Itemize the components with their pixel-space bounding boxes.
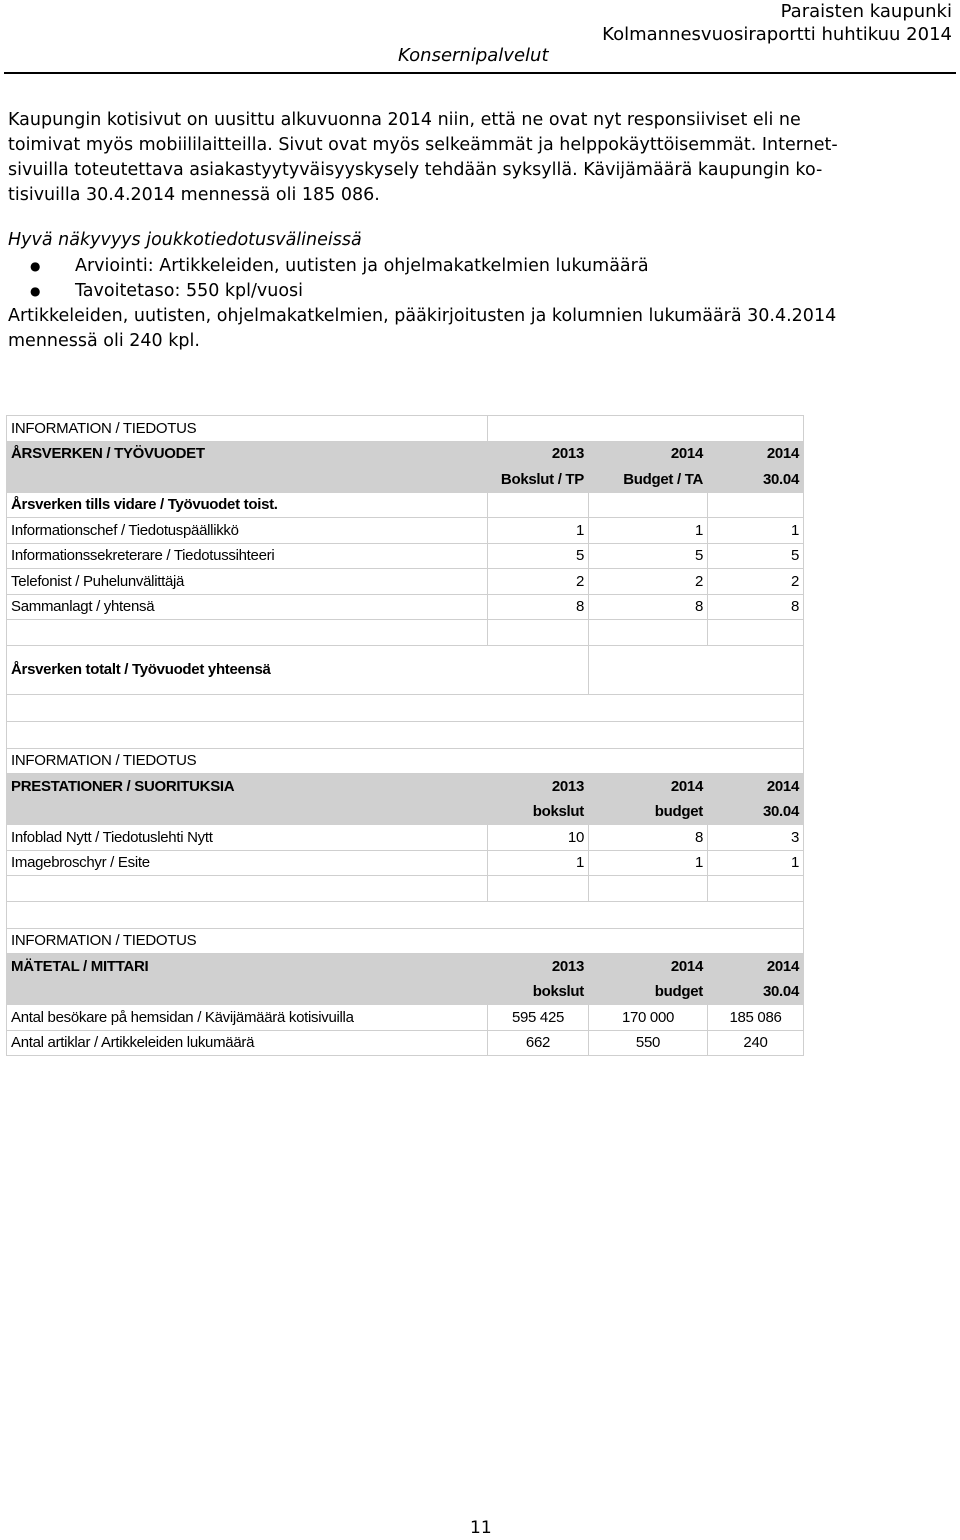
row-label: Antal besökare på hemsidan / Kävijämäärä kotisivuilla [7,1005,488,1031]
bullet-icon: ● [30,284,41,298]
cell-value: 1 [589,850,708,876]
goal-bullet-text: Arviointi: Artikkeleiden, uutisten ja ohjelmakatkelmien lukumäärä [75,256,649,276]
bullet-icon: ● [30,259,41,273]
total-label: Årsverken totalt / Työvuodet yhteensä [7,645,589,694]
cell-value: 1 [708,518,804,544]
table-row [7,721,804,748]
cell-value: 1 [488,850,589,876]
table-header-row [7,979,804,1005]
table-row [7,850,804,876]
table-row [7,901,804,928]
goal-bullet [8,254,953,279]
section-label: INFORMATION / TIEDOTUS [7,928,804,954]
table-row [7,1005,804,1031]
cell-value: 8 [589,825,708,851]
row-label: Telefonist / Puhelunvälittäjä [7,569,488,595]
page-number: 11 [470,1518,492,1538]
column-subheader: budget [589,979,708,1005]
intro-line: Kaupungin kotisivut on uusittu alkuvuonna 2014 niin, että ne ovat nyt responsiiviset eli ne [8,110,801,130]
cell-value: 662 [488,1030,589,1056]
table-row [7,825,804,851]
column-year: 2014 [589,774,708,800]
goal-result-line: Artikkeleiden, uutisten, ohjelmakatkelmien, pääkirjoitusten ja kolumnien lukumäärä 30.4.2014 [8,306,837,326]
column-year: 2014 [708,441,804,467]
table-row [7,748,804,774]
column-year: 2013 [488,441,589,467]
row-label: Sammanlagt / yhtensä [7,594,488,620]
unit-name: Konsernipalvelut [398,45,549,66]
column-subheader: Budget / TA [589,467,708,493]
cell-value: 5 [488,543,589,569]
table-row [7,645,804,694]
intro-line: tisivuilla 30.4.2014 mennessä oli 185 086. [8,185,380,205]
row-label: Imagebroschyr / Esite [7,850,488,876]
goal-bullet-text: Tavoitetaso: 550 kpl/vuosi [75,281,304,301]
intro-line: toimivat myös mobiililaitteilla. Sivut ovat myös selkeämmät ja helppokäyttöisemmät. Internet- [8,135,838,155]
cell-value: 10 [488,825,589,851]
cell-value: 5 [589,543,708,569]
table-header-row [7,774,804,800]
report-title: Kolmannesvuosiraportti huhtikuu 2014 [602,24,952,45]
table-row [7,1030,804,1056]
column-subheader: 30.04 [708,979,804,1005]
column-subheader: 30.04 [708,467,804,493]
row-label: Antal artiklar / Artikkeleiden lukumäärä [7,1030,488,1056]
table-row [7,543,804,569]
column-year: 2013 [488,774,589,800]
cell-value: 1 [589,518,708,544]
cell-value: 1 [488,518,589,544]
goal-bullets [8,254,953,304]
column-year: 2014 [708,774,804,800]
cell-value: 8 [589,594,708,620]
table-title: ÅRSVERKEN / TYÖVUODET [7,441,488,467]
intro-line: sivuilla toteutettava asiakastyytyväisyyskysely tehdään syksyllä. Kävijämäärä kaupungin ko- [8,160,823,180]
cell-value: 5 [708,543,804,569]
column-subheader: 30.04 [708,799,804,825]
cell-value: 1 [708,850,804,876]
column-year: 2014 [589,441,708,467]
row-label: Informationschef / Tiedotuspäällikkö [7,518,488,544]
table-title: PRESTATIONER / SUORITUKSIA [7,774,488,800]
table-row [7,694,804,721]
table-title: MÄTETAL / MITTARI [7,954,488,980]
column-subheader: Bokslut / TP [488,467,589,493]
table-row [7,416,804,442]
intro-paragraph [8,108,953,208]
cell-value: 170 000 [589,1005,708,1031]
group-label: Årsverken tills vidare / Työvuodet toist. [7,492,488,518]
cell-value: 8 [708,594,804,620]
goal-title: Hyvä näkyvyys joukkotiedotusvälineissä [8,230,362,250]
column-subheader: bokslut [488,979,589,1005]
table-header-row [7,441,804,467]
table-row [7,492,804,518]
cell-value: 240 [708,1030,804,1056]
table-row [7,876,804,902]
table-row [7,569,804,595]
table-header-row [7,467,804,493]
goal-bullet [8,279,953,304]
cell-value: 595 425 [488,1005,589,1031]
column-year: 2014 [589,954,708,980]
header-divider [4,72,956,74]
column-subheader: budget [589,799,708,825]
goal-section [8,228,953,354]
table-row [7,928,804,954]
row-label: Informationssekreterare / Tiedotussihteeri [7,543,488,569]
goal-result-line: mennessä oli 240 kpl. [8,331,200,351]
table-row [7,518,804,544]
section-label: INFORMATION / TIEDOTUS [7,748,804,774]
table-header-row [7,954,804,980]
table-header-row [7,799,804,825]
table-row [7,620,804,646]
row-label: Infoblad Nytt / Tiedotuslehti Nytt [7,825,488,851]
cell-value: 3 [708,825,804,851]
table-row [7,594,804,620]
cell-value: 2 [488,569,589,595]
cell-value: 185 086 [708,1005,804,1031]
header-right [602,0,952,46]
information-sheet [6,415,804,1056]
column-subheader: bokslut [488,799,589,825]
cell-value: 8 [488,594,589,620]
cell-value: 550 [589,1030,708,1056]
cell-value: 2 [708,569,804,595]
column-year: 2014 [708,954,804,980]
column-year: 2013 [488,954,589,980]
cell-value: 2 [589,569,708,595]
section-label: INFORMATION / TIEDOTUS [7,416,488,442]
org-name: Paraisten kaupunki [780,1,952,22]
